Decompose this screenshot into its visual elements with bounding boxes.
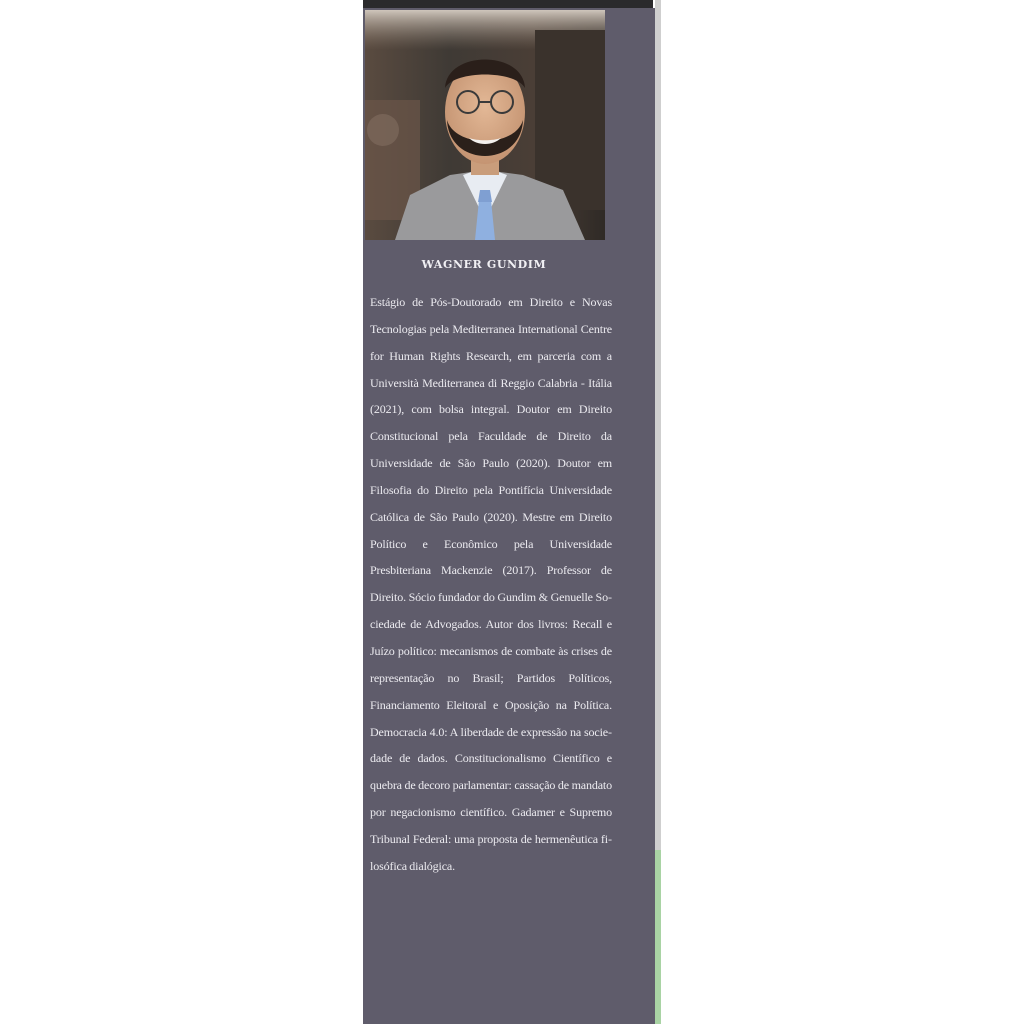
scroll-edge-accent [655,850,661,1024]
author-bio: Estágio de Pós-Doutorado em Direito e Novas Tecnologias pela Mediterranea International Centre for Human Rights Research, em parceria com a Università Mediterranea di Reggio Calabria - Itália (2021), com bolsa integral. Doutor em Direito Constitucional pela Faculdade de Direito da Universidade de São Paulo (2020). Doutor em Filosofia do Direito pela Pontifícia Universidade Católica de São Paulo (2020). Mestre em Direito Político e Econômico pela Universidade Presbiteriana Mackenzie (2017). Professor de Direito. Sócio fundador do Gundim & Genuelle Sociedade de Advogados. Autor dos livros: Recall e Juízo político: mecanismos de combate às crises de representação no Brasil; Partidos Políticos, Financiamento Eleitoral e Oposição na Política. Democracia 4.0: A liberdade de expressão na sociedade de dados. Constitucionalismo Científico e quebra de decoro parlamentar: cassação de mandato por negacionismo científico. Gadamer e Supremo Tribunal Federal: uma proposta de hermenêutica filosófica dialógica. [370,295,612,873]
top-bar [363,0,653,8]
portrait-icon [365,10,605,240]
author-photo [365,10,605,240]
author-name: WAGNER GUNDIM [421,258,547,271]
